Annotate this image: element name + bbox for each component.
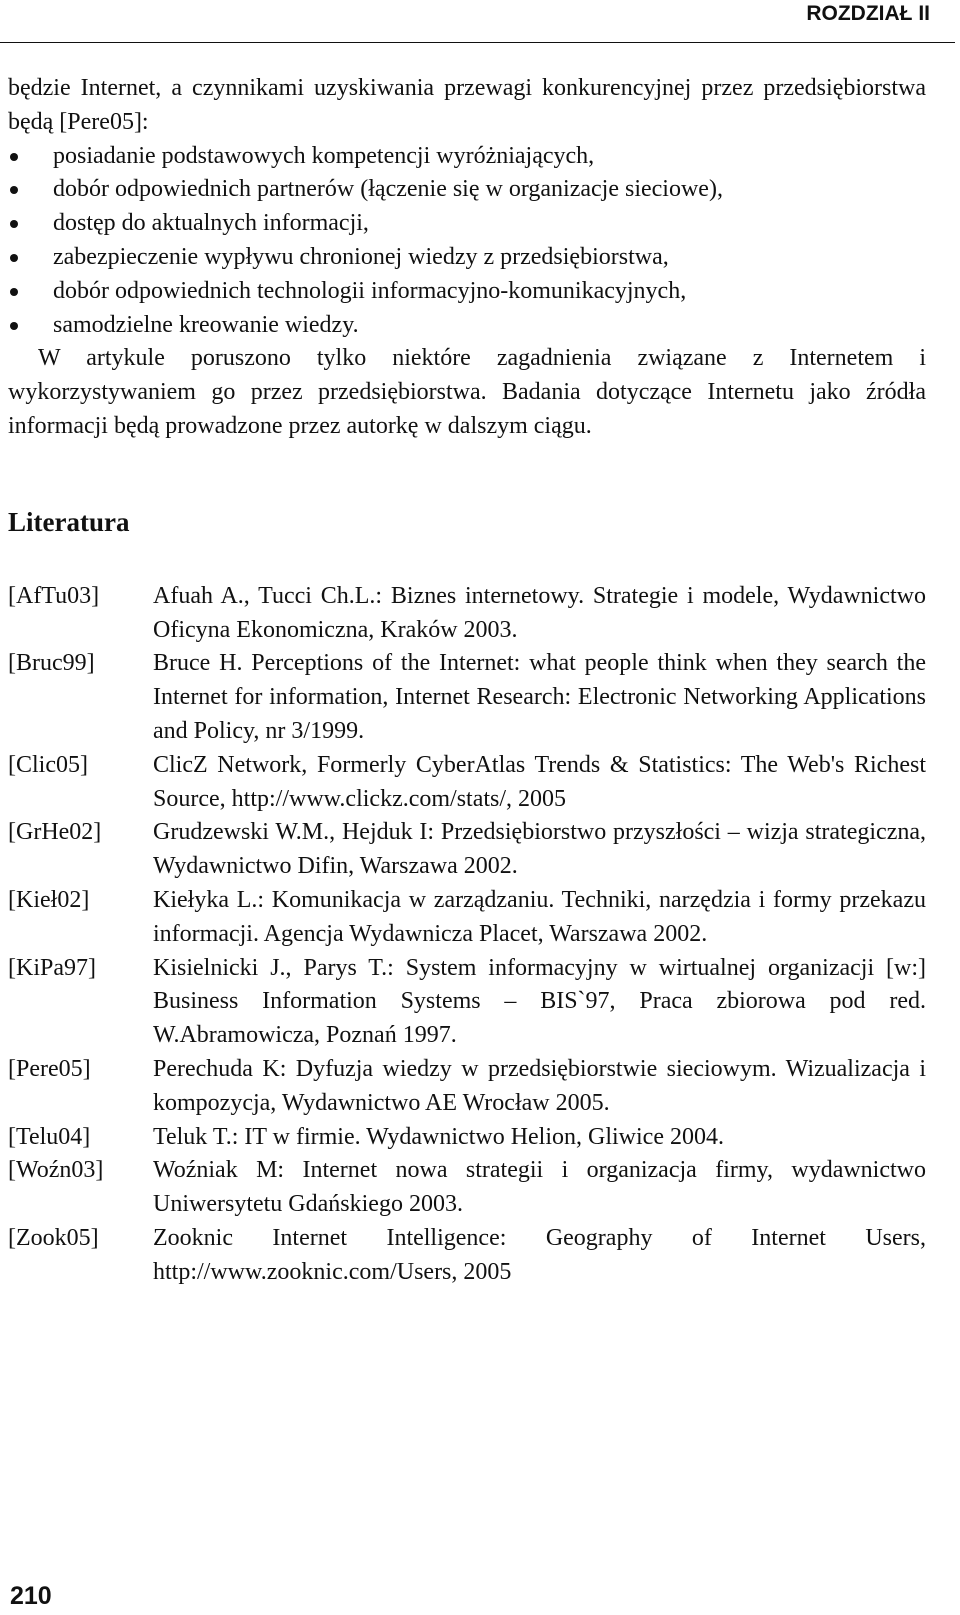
reference-text: Kisielnicki J., Parys T.: System informacyjny w wirtualnej organizacji [w:] Business Information Systems – BIS`97, Praca zbiorowa pod red. W.Abramowicza, Poznań 1997. [153,954,926,1049]
page-content [8,72,926,1290]
list-item [8,173,926,207]
reference-text: Teluk T.: IT w firmie. Wydawnictwo Helion, Gliwice 2004. [153,1123,724,1150]
reference-text: Grudzewski W.M., Hejduk I: Przedsiębiorstwo przyszłości – wizja strategiczna, Wydawnictwo Difin, Warszawa 2002. [153,819,926,880]
reference-entry [8,1053,926,1121]
reference-key: [Zook05] [8,1224,99,1251]
reference-text: Bruce H. Perceptions of the Internet: what people think when they search the Internet for information, Internet Research: Electronic Networking Applications and Policy, nr 3/1999. [153,650,926,744]
bullet-list [8,140,926,343]
list-item [8,241,926,275]
reference-entry [8,1154,926,1222]
list-item [8,309,926,343]
reference-key: [Woźn03] [8,1157,104,1184]
literature-heading: Literatura [8,506,130,537]
reference-entry [8,816,926,884]
list-item-text: dostęp do aktualnych informacji, [53,210,369,237]
list-item [8,140,926,174]
bullet-icon [10,288,18,296]
bullet-icon [10,186,18,194]
conclusion-paragraph: W artykule poruszono tylko niektóre zagadnienia związane z Internetem i wykorzystywaniem go przez przedsiębiorstwa. Badania dotyczące Internetu jako źródła informacji będą prowadzone przez autorkę w dalszym ciągu. [8,345,926,439]
bullet-icon [10,153,18,161]
reference-entry [8,884,926,952]
bullet-icon [10,220,18,228]
reference-key: [Kieł02] [8,886,90,913]
intro-paragraph: będzie Internet, a czynnikami uzyskiwania przewagi konkurencyjnej przez przedsiębiorstwa będą [Pere05]: [8,75,926,135]
reference-key: [Bruc99] [8,650,95,677]
list-item-text: zabezpieczenie wypływu chronionej wiedzy z przedsiębiorstwa, [53,243,669,270]
reference-key: [KiPa97] [8,954,96,981]
list-item-text: dobór odpowiednich partnerów (łączenie się w organizacje sieciowe), [53,176,723,203]
reference-key: [GrHe02] [8,819,102,846]
reference-entry [8,580,926,648]
reference-list [8,580,926,1290]
reference-key: [AfTu03] [8,582,100,609]
reference-text: Afuah A., Tucci Ch.L.: Biznes internetowy. Strategie i modele, Wydawnictwo Oficyna Ekonomiczna, Kraków 2003. [153,582,926,643]
list-item [8,275,926,309]
reference-key: [Telu04] [8,1123,91,1150]
reference-text: Zooknic Internet Intelligence: Geography of Internet Users, http://www.zooknic.com/Users, 2005 [153,1224,926,1285]
bullet-icon [10,254,18,262]
reference-key: [Pere05] [8,1055,91,1082]
reference-entry [8,952,926,1053]
page-number: 210 [10,1582,52,1610]
chapter-title: ROZDZIAŁ II [806,2,930,25]
reference-key: [Clic05] [8,751,88,778]
reference-entry [8,1121,926,1155]
reference-text: Kiełyka L.: Komunikacja w zarządzaniu. Techniki, narzędzia i formy przekazu informacji. Agencja Wydawnicza Placet, Warszawa 2002. [153,886,926,947]
list-item-text: dobór odpowiednich technologii informacyjno-komunikacyjnych, [53,277,687,304]
list-item [8,207,926,241]
reference-text: ClicZ Network, Formerly CyberAtlas Trends & Statistics: The Web's Richest Source, http://www.clickz.com/stats/, 2005 [153,751,926,812]
list-item-text: posiadanie podstawowych kompetencji wyróżniających, [53,142,595,169]
reference-entry [8,749,926,817]
reference-entry [8,1222,926,1290]
reference-entry [8,647,926,748]
page-header [0,0,955,43]
reference-text: Perechuda K: Dyfuzja wiedzy w przedsiębiorstwie sieciowym. Wizualizacja i kompozycja, Wydawnictwo AE Wrocław 2005. [153,1055,926,1116]
reference-text: Woźniak M: Internet nowa strategii i organizacja firmy, wydawnictwo Uniwersytetu Gdańskiego 2003. [153,1157,926,1218]
list-item-text: samodzielne kreowanie wiedzy. [53,311,359,338]
bullet-icon [10,322,18,330]
